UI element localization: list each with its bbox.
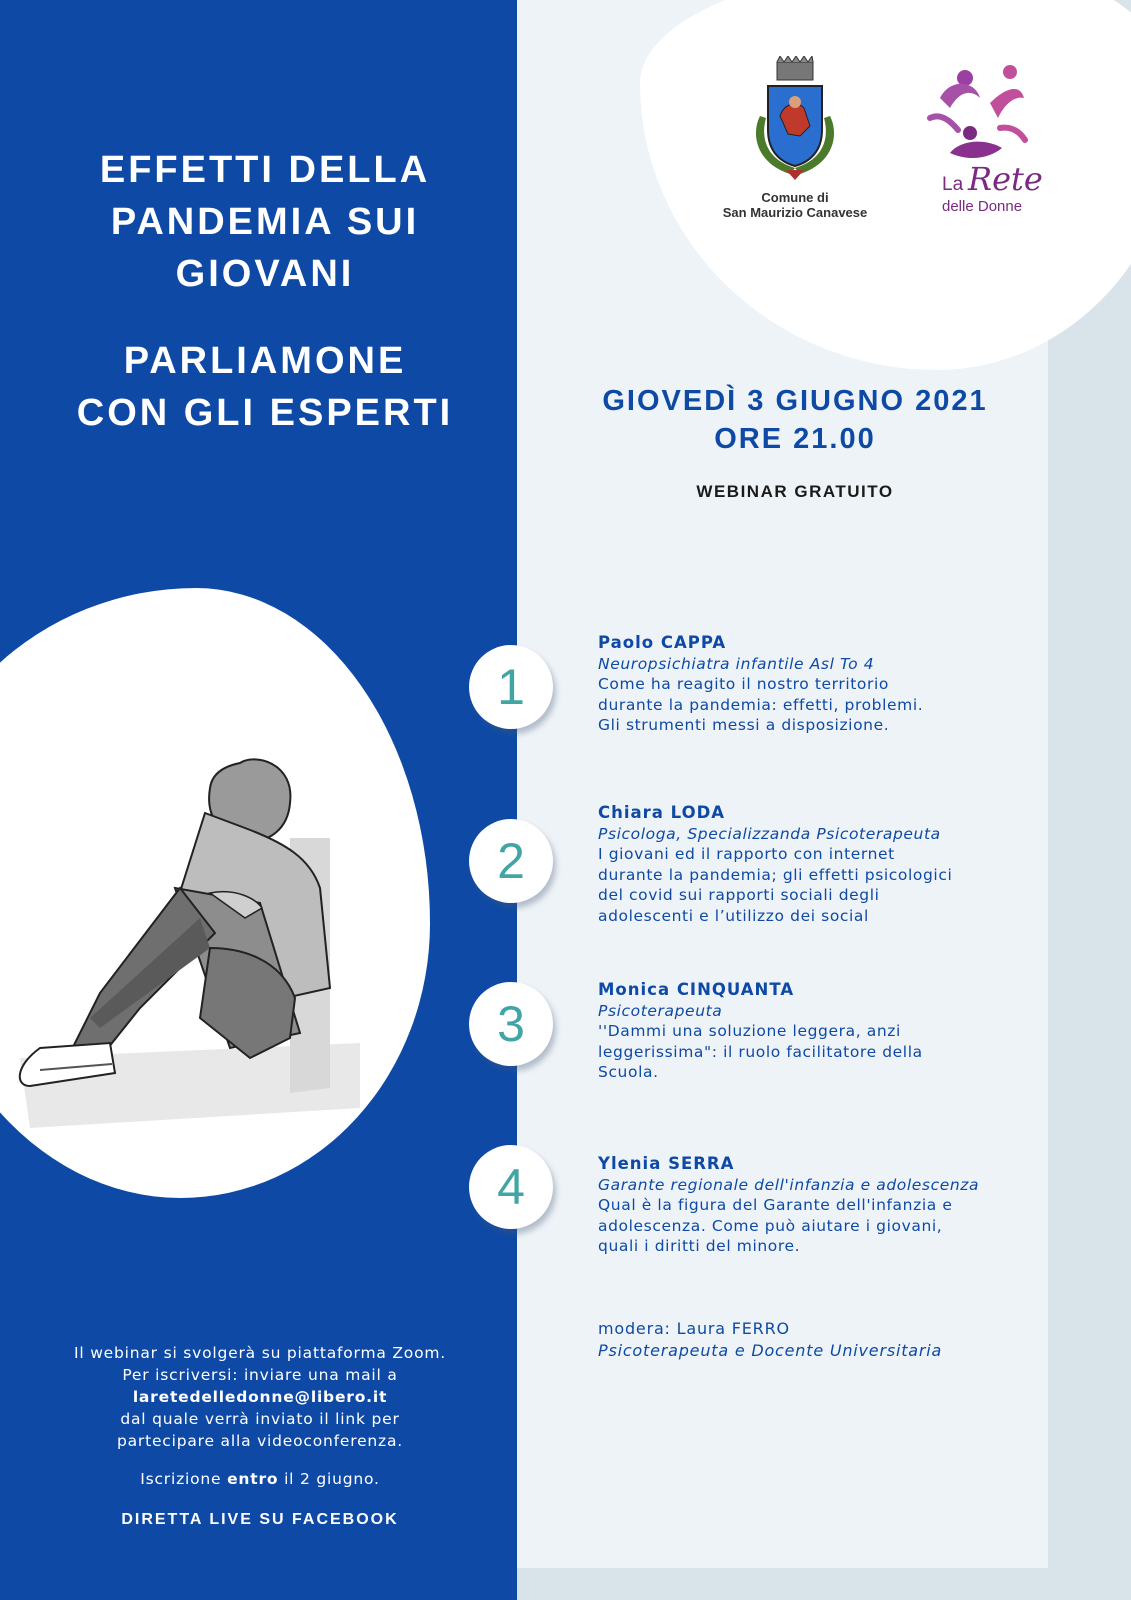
webinar-label: WEBINAR GRATUITO: [696, 482, 894, 501]
deadline-text: [20, 1468, 500, 1490]
logo-text-la: La: [942, 174, 964, 195]
speaker-topic-line: adolescenza. Come può aiutare i giovani,: [598, 1216, 943, 1235]
headline-line: PANDEMIA SUI: [110, 201, 420, 243]
contact-email-link[interactable]: laretedelledonne@libero.it: [132, 1388, 388, 1406]
moderator-name: modera: Laura FERRO: [598, 1319, 790, 1338]
speaker-topic-line: ''Dammi una soluzione leggera, anzi: [598, 1022, 901, 1040]
speaker-number-badge: 2: [469, 819, 553, 903]
moderator-block: [598, 1318, 1038, 1362]
speaker-name: Chiara LODA: [598, 803, 726, 822]
speaker-topic: [598, 674, 1038, 736]
speaker-topic-line: leggerissima": il ruolo facilitatore della: [598, 1042, 923, 1061]
dancers-icon: [920, 58, 1040, 168]
speaker-topic: [598, 844, 1038, 926]
comune-logo: [700, 56, 890, 220]
moderator-role: Psicoterapeuta e Docente Universitaria: [598, 1341, 943, 1360]
speaker-topic-line: Gli strumenti messi a disposizione.: [598, 716, 890, 734]
comune-caption: [700, 190, 890, 220]
speaker-role: Neuropsichiatra infantile Asl To 4: [598, 654, 875, 673]
speaker-number-badge: 4: [469, 1145, 553, 1229]
speaker-role: Psicologa, Specializzanda Psicoterapeuta: [598, 824, 941, 843]
speaker-item: [598, 980, 1038, 1083]
headline-line: EFFETTI DELLA: [99, 149, 431, 191]
comune-caption-line: Comune di: [761, 190, 829, 205]
registration-deadline: [20, 1468, 500, 1490]
headline-title: [30, 144, 500, 300]
info-line: dal quale verrà inviato il link per: [120, 1410, 400, 1428]
speaker-name: Paolo CAPPA: [598, 633, 727, 652]
headline-subtitle: [30, 335, 500, 439]
headline-line: CON GLI ESPERTI: [76, 392, 454, 434]
speaker-number-badge: 1: [469, 645, 553, 729]
speaker-item: [598, 803, 1038, 926]
headline-line: PARLIAMONE: [123, 340, 407, 382]
speaker-name: Ylenia SERRA: [598, 1154, 735, 1173]
speaker-topic-line: Scuola.: [598, 1063, 659, 1081]
event-date: GIOVEDÌ 3 GIUGNO 2021: [602, 385, 988, 417]
speaker-topic-line: I giovani ed il rapporto con internet: [598, 845, 895, 863]
speaker-number-badge: 3: [469, 982, 553, 1066]
speaker-topic-line: Qual è la figura del Garante dell'infanzia e: [598, 1196, 953, 1214]
speaker-item: [598, 633, 1038, 736]
speaker-topic: [598, 1195, 1038, 1257]
coat-of-arms-icon: [750, 56, 840, 186]
registration-info: [20, 1342, 500, 1452]
event-time: ORE 21.00: [714, 423, 876, 455]
speaker-topic-line: quali i diritti del minore.: [598, 1237, 801, 1255]
speaker-topic-line: Come ha reagito il nostro territorio: [598, 675, 889, 693]
speaker-topic-line: durante la pandemia; gli effetti psicologici: [598, 865, 953, 884]
info-line: Il webinar si svolgerà su piattaforma Zoom.: [73, 1344, 446, 1362]
speaker-topic-line: adolescenti e l’utilizzo dei social: [598, 906, 869, 925]
speaker-topic-line: del covid sui rapporti sociali degli: [598, 886, 880, 904]
facebook-live-label: DIRETTA LIVE SU FACEBOOK: [121, 1511, 399, 1528]
headline-line: GIOVANI: [175, 253, 355, 295]
rete-delle-donne-logo: [920, 58, 1043, 228]
deadline-pre: Iscrizione: [140, 1470, 228, 1488]
speaker-role: Psicoterapeuta: [598, 1001, 723, 1020]
event-datetime: [540, 382, 1050, 458]
info-line: Per iscriversi: inviare una mail a: [122, 1366, 398, 1384]
speaker-item: [598, 1154, 1038, 1257]
speaker-topic: [598, 1021, 1038, 1083]
speaker-name: Monica CINQUANTA: [598, 980, 795, 999]
deadline-bold: entro: [227, 1470, 279, 1488]
comune-caption-line: San Maurizio Canavese: [722, 205, 868, 220]
speaker-role: Garante regionale dell'infanzia e adolescenza: [598, 1175, 980, 1194]
info-line: partecipare alla videoconferenza.: [116, 1432, 404, 1450]
logo-text-rete: Rete: [968, 160, 1043, 198]
bottom-strip: [517, 1568, 1131, 1600]
deadline-post: il 2 giugno.: [278, 1470, 380, 1488]
logo-text-donne: delle Donne: [942, 198, 1023, 215]
speaker-topic-line: durante la pandemia: effetti, problemi.: [598, 695, 924, 714]
